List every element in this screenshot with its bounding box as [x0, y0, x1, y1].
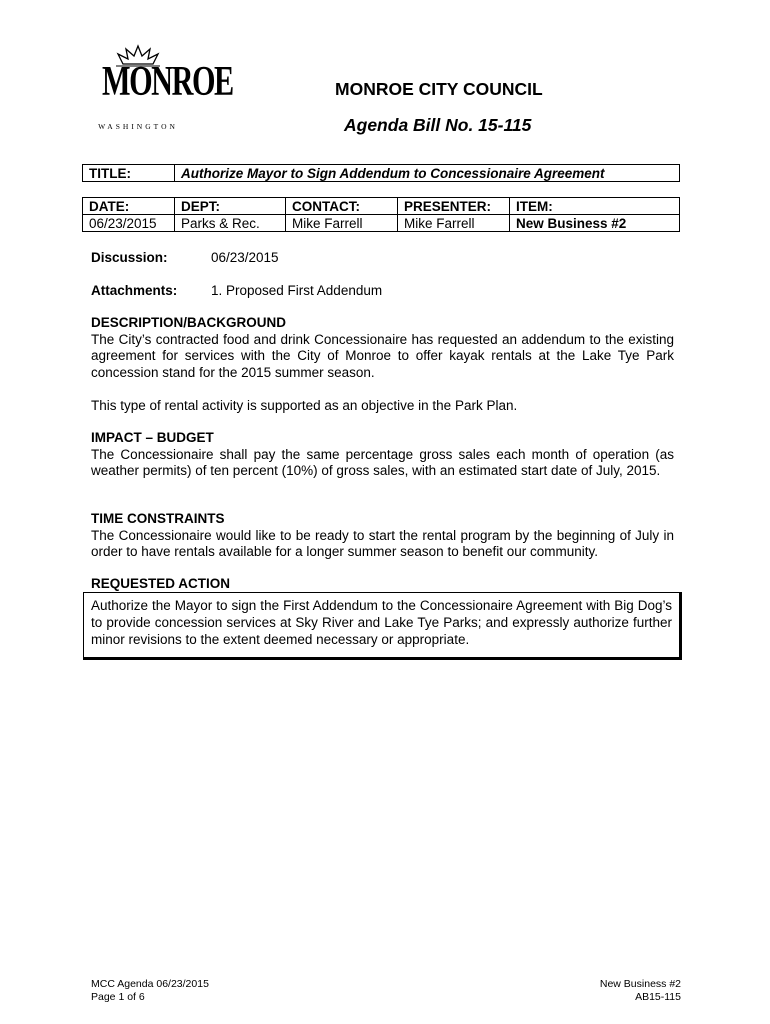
footer-bill-number: AB15-115: [635, 991, 681, 1003]
date-value: 06/23/2015: [83, 215, 175, 232]
time-constraints-heading: TIME CONSTRAINTS: [91, 511, 225, 526]
item-header: ITEM:: [510, 198, 680, 215]
dept-value: Parks & Rec.: [175, 215, 286, 232]
footer-item: New Business #2: [599, 978, 681, 990]
meta-header-row: [83, 198, 680, 215]
impact-paragraph: The Concessionaire shall pay the same percentage gross sales each month of operation (as weather permits) of ten percent (10%) of gross sales, with an estimated start date of July, 2015.: [91, 446, 674, 478]
dept-header: DEPT:: [175, 198, 286, 215]
contact-value: Mike Farrell: [286, 215, 398, 232]
footer-left: [91, 978, 209, 1004]
agenda-bill-number: Agenda Bill No. 15-115: [344, 115, 532, 135]
footer-agenda: MCC Agenda 06/23/2015: [91, 978, 209, 990]
attachments-label: Attachments:: [91, 283, 178, 298]
time-constraints-paragraph: The Concessionaire would like to be ready to start the rental program by the beginning of July in order to have rentals available for a longer summer season to benefit our community.: [91, 527, 674, 559]
presenter-value: Mike Farrell: [398, 215, 510, 232]
presenter-header: PRESENTER:: [398, 198, 510, 215]
requested-action-heading: REQUESTED ACTION: [91, 576, 231, 591]
footer-page-number: Page 1 of 6: [91, 991, 145, 1003]
discussion-label: Discussion:: [91, 250, 168, 265]
requested-action-box: Authorize the Mayor to sign the First Addendum to the Concessionaire Agreement with Big Dog’s to provide concession services at Sky River and Lake Tye Parks; and expressly authorize further minor revisions to the extent deemed necessary or appropriate.: [83, 592, 682, 660]
attachment-link[interactable]: 1. Proposed First Addendum: [211, 283, 383, 298]
city-logo: [88, 44, 233, 136]
date-header: DATE:: [83, 198, 175, 215]
title-value: Authorize Mayor to Sign Addendum to Concessionaire Agreement: [175, 165, 680, 182]
impact-heading: IMPACT – BUDGET: [91, 430, 214, 445]
logo-subtitle: WASHINGTON: [98, 122, 178, 131]
item-value: New Business #2: [510, 215, 680, 232]
logo-wordmark: MONROE: [102, 59, 233, 105]
discussion-value: 06/23/2015: [211, 250, 279, 265]
meta-table: [82, 197, 680, 232]
title-table: [82, 164, 680, 182]
impact-section: [91, 430, 674, 480]
description-paragraph: The City’s contracted food and drink Concessionaire has requested an addendum to the existing agreement for services with the City of Monroe to offer kayak rentals at the Lake Tye Park concession stand for the 2015 summer season.: [91, 331, 674, 380]
description-heading: DESCRIPTION/BACKGROUND: [91, 315, 287, 330]
footer-right: [600, 978, 681, 1004]
description-section: [91, 315, 674, 415]
title-label: TITLE:: [83, 165, 175, 182]
council-title: MONROE CITY COUNCIL: [335, 79, 543, 99]
contact-header: CONTACT:: [286, 198, 398, 215]
description-paragraph-2: This type of rental activity is supported as an objective in the Park Plan.: [91, 398, 518, 413]
requested-action-heading-wrap: [91, 576, 674, 593]
meta-value-row: [83, 215, 680, 232]
time-constraints-section: [91, 511, 674, 561]
